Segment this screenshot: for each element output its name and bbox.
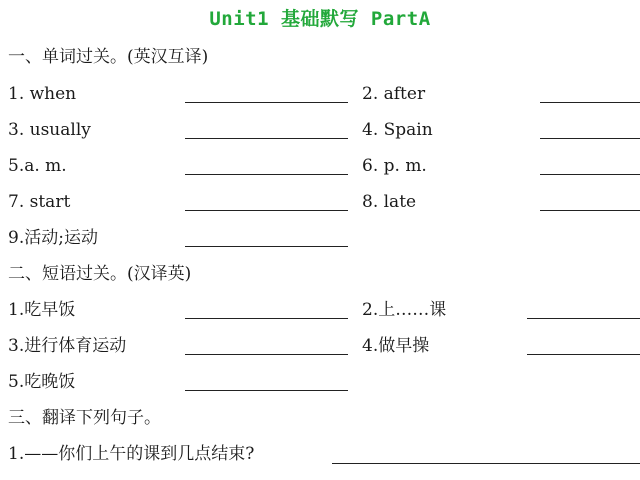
page-title: Unit1 基础默写 PartA [209,8,431,30]
phrase-item-3: 3.进行体育运动 [8,336,127,356]
section-3-heading: 三、翻译下列句子。 [8,408,161,428]
word-item-7: 7. start [8,192,71,212]
word-item-6: 6. p. m. [362,156,427,176]
answer-blank-6[interactable] [540,174,640,175]
answer-blank-2[interactable] [540,102,640,103]
word-item-1: 1. when [8,84,77,104]
phrase-item-2: 2.上……课 [362,300,447,320]
answer-blank-8[interactable] [540,210,640,211]
phrase-blank-3[interactable] [185,354,348,355]
word-item-8: 8. late [362,192,417,212]
answer-blank-1[interactable] [185,102,348,103]
phrase-item-1: 1.吃早饭 [8,300,76,320]
phrase-blank-1[interactable] [185,318,348,319]
word-item-4: 4. Spain [362,120,433,140]
phrase-blank-2[interactable] [527,318,640,319]
phrase-blank-5[interactable] [185,390,348,391]
word-item-2: 2. after [362,84,426,104]
phrase-item-5: 5.吃晚饭 [8,372,76,392]
word-item-9: 9.活动;运动 [8,228,98,248]
sentence-blank-1[interactable] [332,463,640,464]
phrase-item-4: 4.做早操 [362,336,430,356]
answer-blank-5[interactable] [185,174,348,175]
answer-blank-4[interactable] [540,138,640,139]
answer-blank-3[interactable] [185,138,348,139]
answer-blank-9[interactable] [185,246,348,247]
word-item-3: 3. usually [8,120,91,140]
section-1-heading: 一、单词过关。(英汉互译) [8,47,209,67]
word-item-5: 5.a. m. [8,156,67,176]
phrase-blank-4[interactable] [527,354,640,355]
section-2-heading: 二、短语过关。(汉译英) [8,264,192,284]
answer-blank-7[interactable] [185,210,348,211]
sentence-item-1: 1.——你们上午的课到几点结束? [8,444,255,464]
